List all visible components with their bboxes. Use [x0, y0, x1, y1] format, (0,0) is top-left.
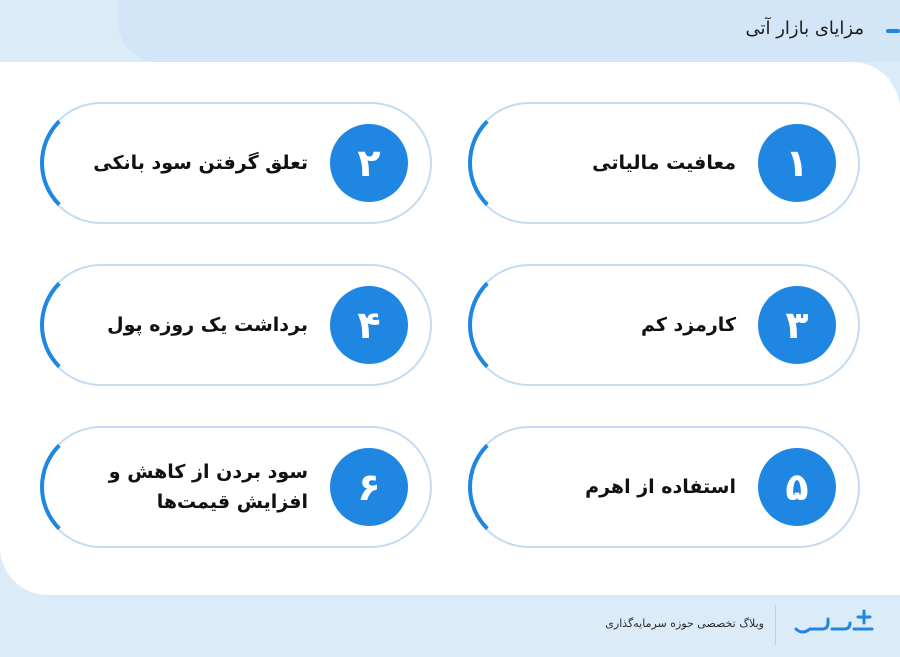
footer-divider [775, 605, 776, 645]
benefits-panel [0, 62, 900, 595]
benefit-card-4 [40, 264, 432, 386]
benefit-number-badge: ۱ [758, 124, 836, 202]
page-title: مزایای بازار آتی [745, 18, 864, 39]
benefit-card-5 [468, 426, 860, 548]
benefit-number-badge: ۶ [330, 448, 408, 526]
benefit-label: استفاده از اهرم [585, 475, 736, 498]
benefit-label: معافیت مالیاتی [592, 151, 736, 174]
footer [0, 595, 900, 657]
benefit-card-3 [468, 264, 860, 386]
benefit-card-1 [468, 102, 860, 224]
sarmayeh-logo-icon [792, 607, 876, 641]
benefit-number-badge: ۲ [330, 124, 408, 202]
benefit-label: سود بردن از کاهش و افزایش قیمت‌ها [108, 460, 308, 513]
benefit-label: برداشت یک روزه پول [107, 313, 308, 336]
benefit-label: کارمزد کم [640, 313, 736, 336]
benefit-card-6 [40, 426, 432, 548]
benefit-number-badge: ۳ [758, 286, 836, 364]
footer-tagline: وبلاگ تخصصی حوزه سرمایه‌گذاری [605, 617, 764, 630]
benefit-label: تعلق گرفتن سود بانکی [93, 151, 308, 174]
header-band [118, 0, 900, 62]
benefit-card-2 [40, 102, 432, 224]
benefit-number-badge: ۴ [330, 286, 408, 364]
benefit-number-badge: ۵ [758, 448, 836, 526]
title-accent-dash [886, 29, 900, 33]
